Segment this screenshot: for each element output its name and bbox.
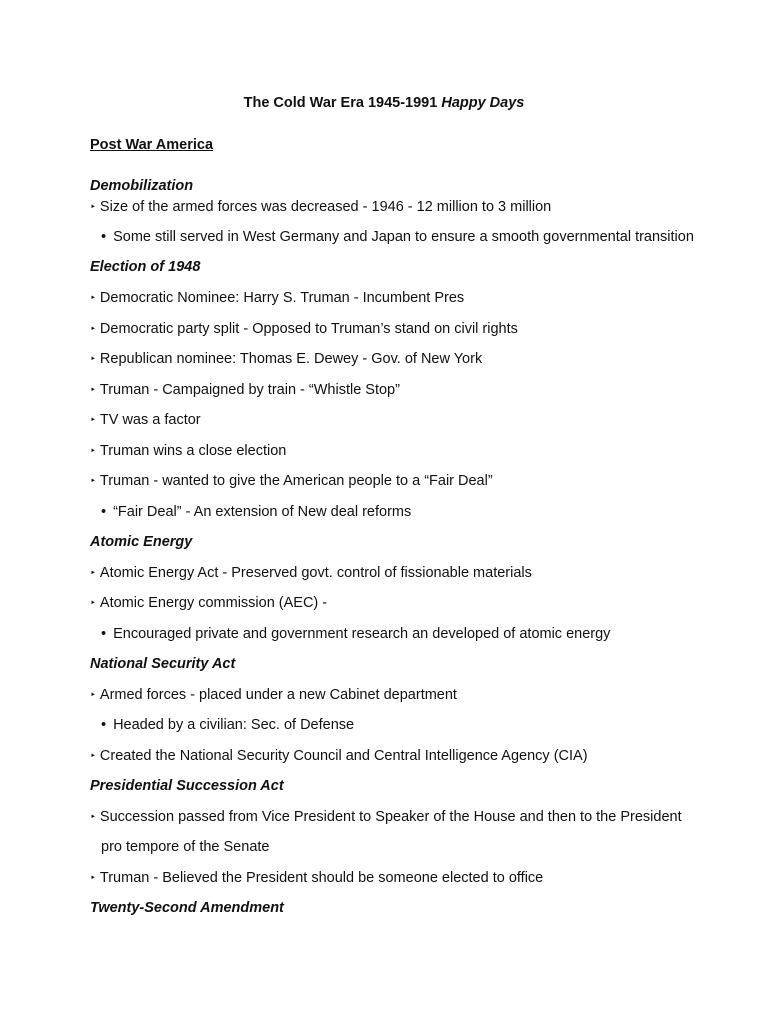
- sub-bullet-icon: •: [101, 717, 107, 733]
- bullet-item: ‣ Created the National Security Council and Central Intelligence Agency (CIA): [90, 748, 588, 764]
- bullet-icon: ‣: [90, 202, 96, 213]
- bullet-item: ‣ TV was a factor: [90, 412, 201, 428]
- section-heading: Post War America: [90, 137, 214, 153]
- topic-heading-election: Election of 1948: [90, 259, 201, 275]
- sub-bullet-item: • Some still served in West Germany and Japan to ensure a smooth governmental transition: [101, 229, 694, 245]
- topic-heading-national-security: National Security Act: [90, 656, 236, 672]
- bullet-icon: ‣: [90, 476, 96, 487]
- bullet-item: ‣ Succession passed from Vice President to Speaker of the House and then to the President: [90, 809, 682, 825]
- bullet-item: ‣ Armed forces - placed under a new Cabinet department: [90, 687, 457, 703]
- bullet-icon: ‣: [90, 446, 96, 457]
- bullet-icon: ‣: [90, 873, 96, 884]
- title-subtitle: Happy Days: [441, 95, 525, 111]
- bullet-item: ‣ Truman - Believed the President should be someone elected to office: [90, 870, 544, 886]
- bullet-icon: ‣: [90, 568, 96, 579]
- bullet-item: ‣ Truman - wanted to give the American people to a “Fair Deal”: [90, 473, 493, 489]
- topic-heading-demobilization: Demobilization: [90, 178, 194, 194]
- title-text: The Cold War Era 1945-1991: [243, 95, 438, 111]
- bullet-icon: ‣: [90, 324, 96, 335]
- bullet-item: ‣ Republican nominee: Thomas E. Dewey - Gov. of New York: [90, 351, 483, 367]
- bullet-icon: ‣: [90, 293, 96, 304]
- sub-bullet-icon: •: [101, 504, 107, 520]
- topic-heading-succession: Presidential Succession Act: [90, 778, 284, 794]
- sub-bullet-icon: •: [101, 229, 107, 245]
- bullet-item: ‣ Democratic party split - Opposed to Truman’s stand on civil rights: [90, 321, 518, 337]
- bullet-icon: ‣: [90, 690, 96, 701]
- bullet-item: ‣ Truman - Campaigned by train - “Whistle Stop”: [90, 382, 400, 398]
- document-title: [0, 95, 768, 111]
- bullet-icon: ‣: [90, 812, 96, 823]
- topic-heading-twenty-second-amendment: Twenty-Second Amendment: [90, 900, 284, 916]
- bullet-item: ‣ Truman wins a close election: [90, 443, 287, 459]
- bullet-icon: ‣: [90, 598, 96, 609]
- sub-bullet-item: • Headed by a civilian: Sec. of Defense: [101, 717, 355, 733]
- topic-heading-atomic-energy: Atomic Energy: [90, 534, 193, 550]
- bullet-item: ‣ Democratic Nominee: Harry S. Truman - Incumbent Pres: [90, 290, 465, 306]
- bullet-item: ‣ Size of the armed forces was decreased - 1946 - 12 million to 3 million: [90, 199, 552, 215]
- bullet-item: ‣ Atomic Energy commission (AEC) -: [90, 595, 328, 611]
- bullet-icon: ‣: [90, 751, 96, 762]
- sub-bullet-item: • Encouraged private and government research an developed of atomic energy: [101, 626, 611, 642]
- bullet-continuation: pro tempore of the Senate: [101, 839, 270, 855]
- sub-bullet-icon: •: [101, 626, 107, 642]
- bullet-item: ‣ Atomic Energy Act - Preserved govt. control of fissionable materials: [90, 565, 532, 581]
- bullet-icon: ‣: [90, 415, 96, 426]
- bullet-icon: ‣: [90, 354, 96, 365]
- sub-bullet-item: • “Fair Deal” - An extension of New deal reforms: [101, 504, 412, 520]
- bullet-icon: ‣: [90, 385, 96, 396]
